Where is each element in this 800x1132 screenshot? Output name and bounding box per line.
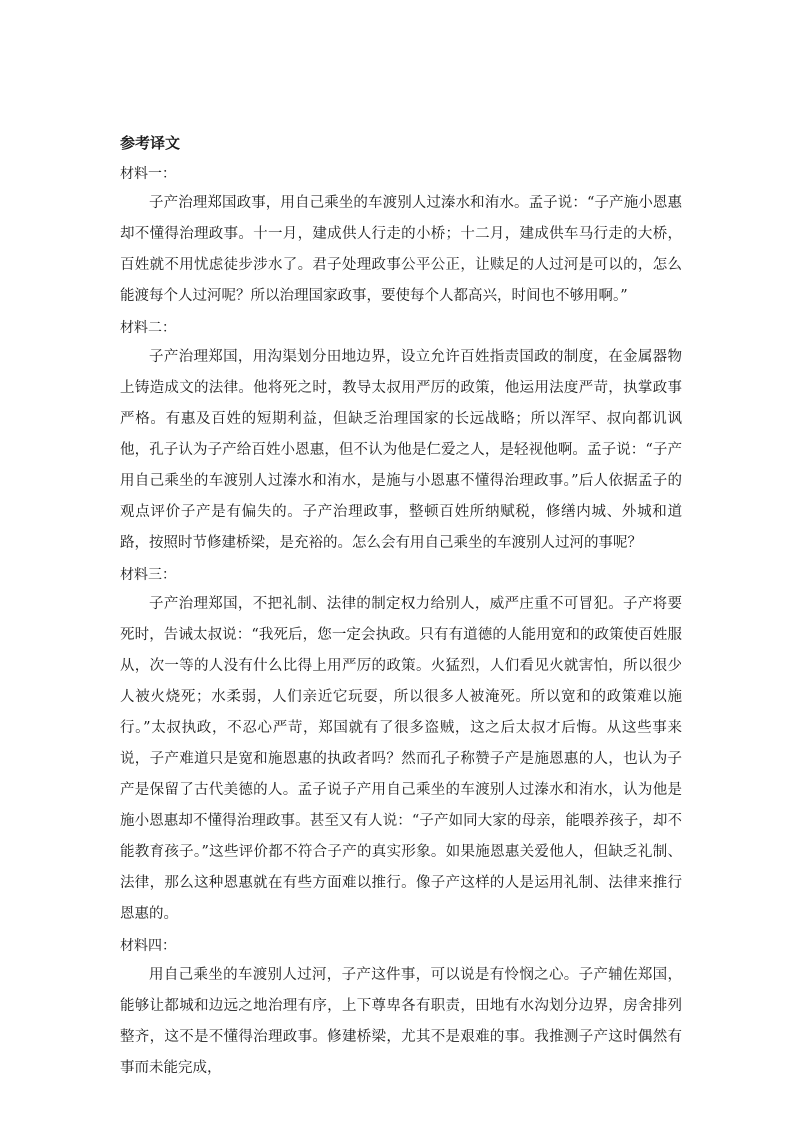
section-text-1: 子产治理郑国政事，用自己乘坐的车渡别人过溱水和洧水。孟子说：“子产施小恩惠却不懂得治理政事。十一月，建成供人行走的小桥；十二月，建成供车马行走的大桥，百姓就不用忧虑徒步涉水了。君子处理政事公平公正，让赎足的人过河是可以的，怎么能渡每个人过河呢？所以治理国家政事，要使每个人都高兴，时间也不够用啊。” (120, 195, 682, 304)
section-text-3: 子产治理郑国，不把礼制、法律的制定权力给别人，威严庄重不可冒犯。子产将要死时，告诫太叔说：“我死后，您一定会执政。只有有道德的人能用宽和的政策使百姓服从，次一等的人没有什么比得上用严厉的政策。火猛烈，人们看见火就害怕，所以很少人被火烧死；水柔弱，人们亲近它玩耍，所以很多人被淹死。所以宽和的政策难以施行。”太叔执政，不忍心严苛，郑国就有了很多盗贼，这之后太叔才后悔。从这些事来说，子产难道只是宽和施恩惠的执政者吗？然而孔子称赞子产是施恩惠的人，也认为子产是保留了古代美德的人。孟子说子产用自己乘坐的车渡别人过溱水和洧水，认为他是施小恩惠却不懂得治理政事。甚至又有人说：“子产如同大家的母亲，能喂养孩子，却不能教育孩子。”这些评价都不符合子产的真实形象。如果施恩惠关爱他人，但缺乏礼制、法律，那么这种恩惠就在有些方面难以推行。像子产这样的人是运用礼制、法律来推行恩惠的。 (120, 596, 682, 922)
section-text-2: 子产治理郑国，用沟渠划分田地边界，设立允许百姓指责国政的制度，在金属器物上铸造成文的法律。他将死之时，教导太叔用严厉的政策，他运用法度严苛，执掌政事严格。有惠及百姓的短期利益，但缺乏治理国家的长远战略；所以浑罕、叔向都讥讽他，孔子认为子产给百姓小恩惠，但不认为他是仁爱之人，是轻视他啊。孟子说：“子产用自己乘坐的车渡别人过溱水和洧水，是施与小恩惠不懂得治理政事。”后人依据孟子的观点评价子产是有偏失的。子产治理政事，整顿百姓所纳赋税，修缮内城、外城和道路，按照时节修建桥梁，是充裕的。怎么会有用自己乘坐的车渡别人过河的事呢？ (120, 349, 682, 551)
section-label-2: 材料二： (120, 320, 176, 336)
document-title: 参考译文 (120, 134, 181, 152)
section-label-3: 材料三： (120, 567, 176, 583)
section-text-4: 用自己乘坐的车渡别人过河，子产这件事，可以说是有怜悯之心。子产辅佐郑国，能够让都城和边远之地治理有序，上下尊卑各有职责，田地有水沟划分边界，房舍排列整齐，这不是不懂得治理政事。修建桥梁，尤其不是艰难的事。我推测子产这时偶然有事而未能完成， (120, 967, 682, 1076)
section-label-1: 材料一： (120, 166, 176, 182)
document-page (120, 130, 682, 1086)
section-label-4: 材料四： (120, 938, 176, 954)
